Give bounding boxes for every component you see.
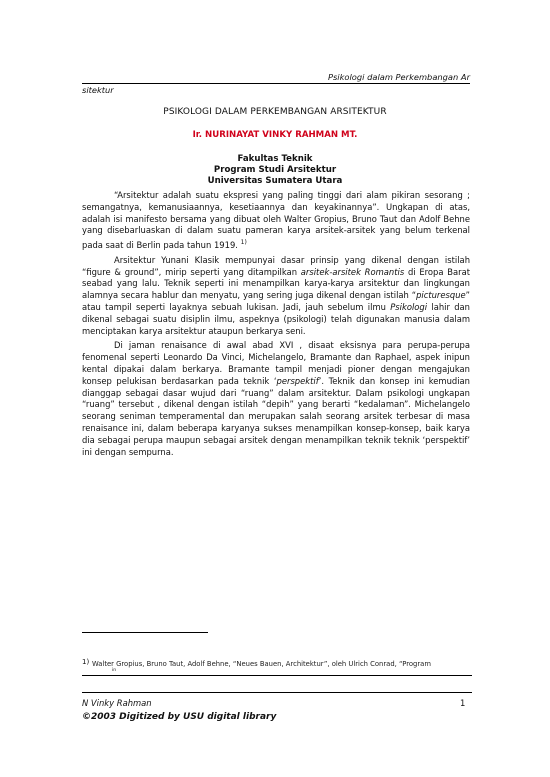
paragraph-3-text-a: Di jaman renaisance di awal abad XVI , disaat eksisnya para perupa-perupa fenomenal seperti Leonardo Da Vinci, Michelangelo, Bramante dan Raphael, aspek inipun kental dipakai dalam berkarya. Bramante tampil menjadi pioner dengan mengajukan konsep pelukisan berdasarkan pada teknik ‘ [82,340,470,386]
emphasis-psikologi: Psikologi [390,301,428,312]
page-number: 1 [460,698,466,708]
footnote-bottom-rule [82,675,472,676]
footnote-number: 1) [82,658,90,666]
paragraph-2-text-b: di Eropa Barat seabad yang lalu. Teknik seperti ini menampilkan karya-karya arsitektur dan lingkungan alamnya secara hablur dan menyatu, yang sering juga dikenal dengan istilah “ [82,266,470,301]
footnote-ref: 1) [240,239,247,247]
body-text [82,190,470,461]
running-header-right: Psikologi dalam Perkembangan Ar [327,72,470,82]
paragraph-2-text-a: Arsitektur Yunani Klasik mempunyai dasar prinsip yang dikenal dengan istilah “figure & ground”, mirip seperti yang ditampilkan [82,254,470,277]
document-title: PSIKOLOGI DALAM PERKEMBANGAN ARSITEKTUR [163,107,387,117]
paragraph-1 [82,190,470,252]
emphasis-romantis: arsitek-arsitek Romantis [300,266,405,277]
header-rule [82,83,470,84]
author-name: Ir. NURINAYAT VINKY RAHMAN MT. [192,130,358,140]
emphasis-perspektif: perspektif [276,375,319,386]
footer-author: N Vinky Rahman [82,698,152,708]
footnote-rule [82,632,208,633]
affiliation-faculty: Fakultas Teknik [237,154,313,164]
footnote-text: Walter Gropius, Bruno Taut, Adolf Behne, “Neues Bauen, Architektur”, oleh Ulrich Conrad, “Program [92,660,431,668]
copyright-notice: ©2003 Digitized by USU digital library [82,712,277,722]
affiliation-university: Universitas Sumatera Utara [207,176,343,186]
paragraph-1-text: “Arsitektur adalah suatu ekspresi yang paling tinggi dari alam pikiran sesorang ; semangatnya, kemanusiaannya, kesetiaannya dan keyakinannya”. Ungkapan di atas, adalah isi manifesto bersama yang dibuat oleh Walter Gropius, Bruno Taut dan Adolf Behne yang disebarluaskan di dalam suatu pameran karya arsitek-arsitek yang belum terkenal pada saat di Berlin pada tahun 1919. [82,190,470,250]
emphasis-picturesque: picturesque [416,290,466,301]
affiliation-program: Program Studi Arsitektur [213,165,337,175]
paragraph-3-text-b: ’. Teknik dan konsep ini kemudian dianggap sebagai dasar wujud dari “ruang” dalam arsitektur. Dalam psikologi ungkapan “ruang” tersebut , dikenal dengan istilah “depih” yang berarti “kedalaman”. Michelangelo seorang seniman temperamental dan merupakan salah seorang arsitek terbesar di masa renaisance ini, dalam beberapa karyanya sukses menampilkan konsep-konsep, baik karya dia sebagai perupa maupun sebagai arsitek dengan menampilkan teknik teknik ‘perspektif’ ini dengan sempurna. [82,375,470,457]
paragraph-2-text-c: ” atau tampil seperti layaknya sebuah lukisan. Jadi, jauh sebelum ilmu [82,290,470,312]
paragraph-2 [82,255,470,338]
paragraph-3 [82,340,470,458]
footer-rule [82,692,472,693]
running-header-left: sitektur [82,85,114,95]
paragraph-2-text-d: lahir dan dikenal sebagai suatu disiplin ilmu, aspeknya (psikologi) telah digunakan manusia dalam menciptakan karya arsitektur ataupun berkarya seni. [82,301,470,336]
affiliation [0,154,550,187]
footnote-subtext: in [112,668,117,673]
